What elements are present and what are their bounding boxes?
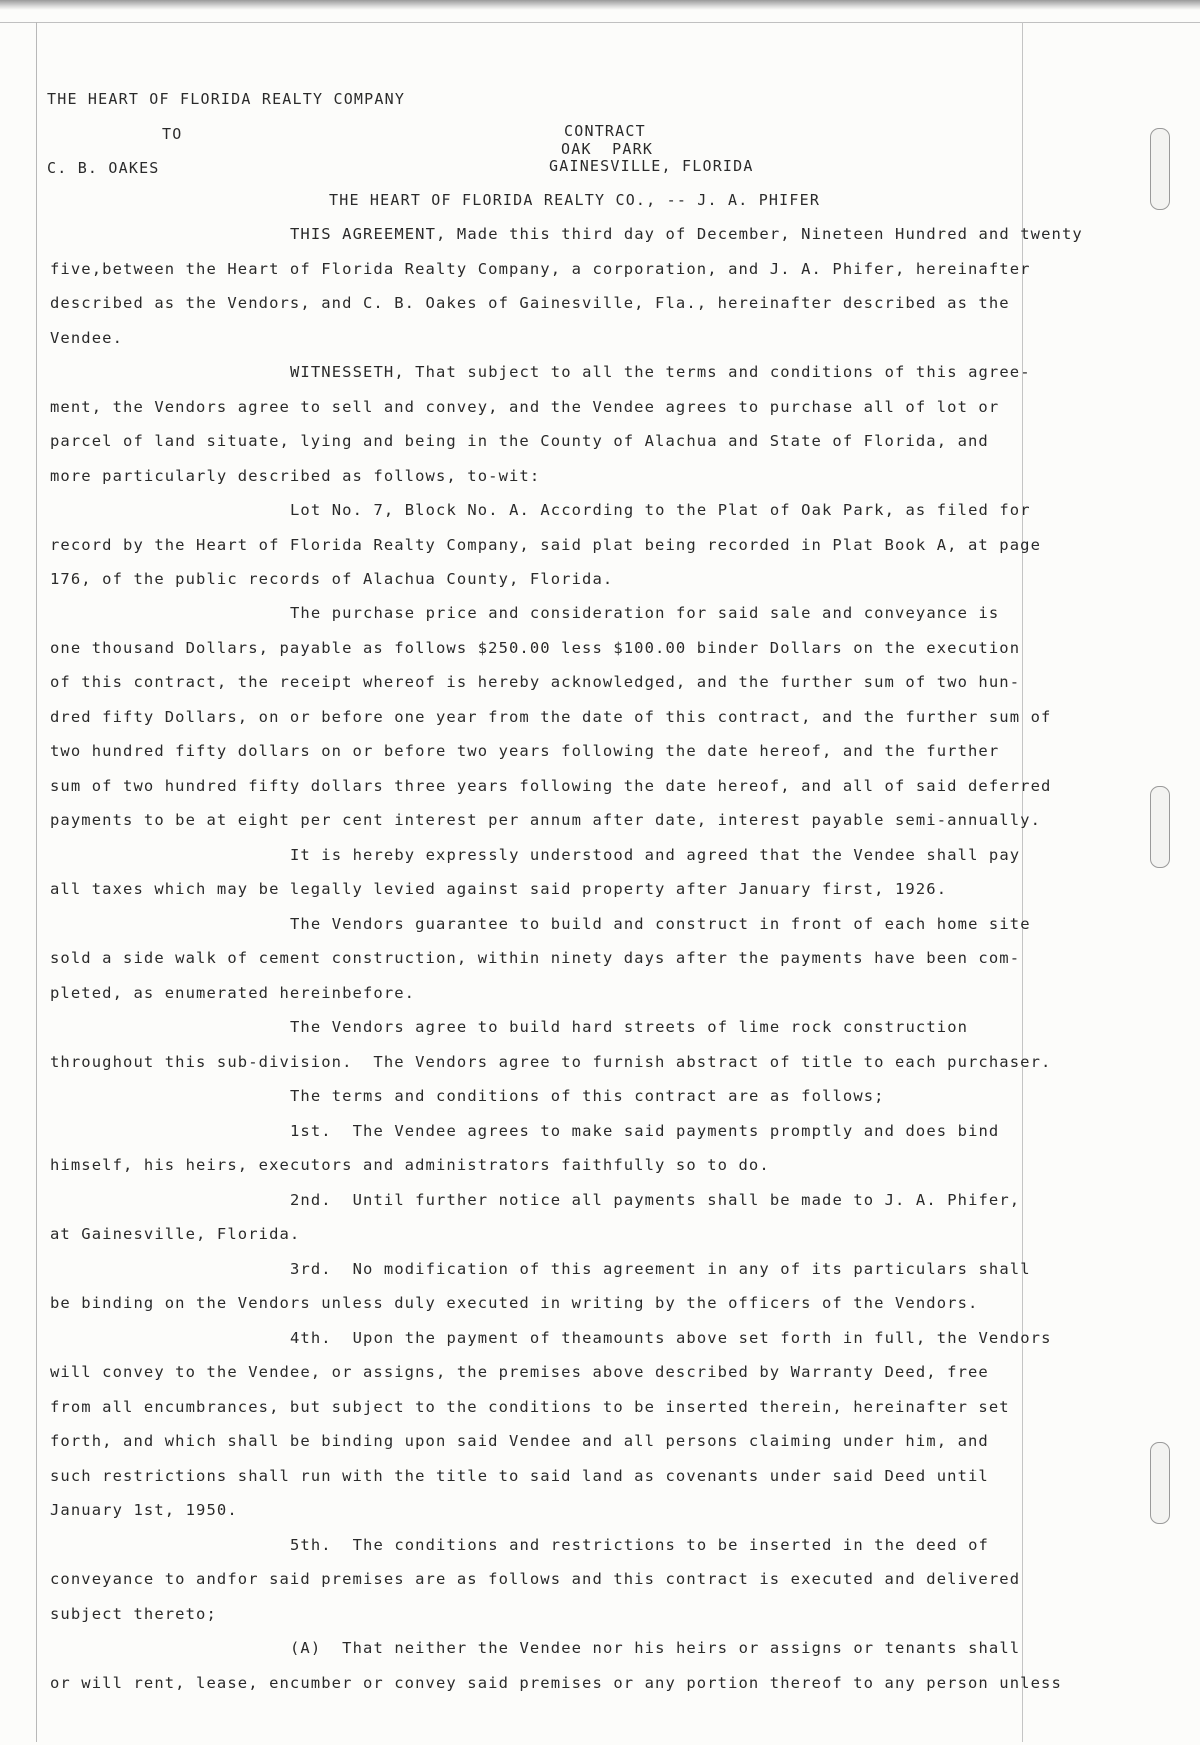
body-line: subject thereto; <box>50 1605 217 1623</box>
body-line: throughout this sub-division. The Vendors agree to furnish abstract of title to each purchaser. <box>50 1053 1052 1071</box>
scan-edge <box>0 0 1200 10</box>
body-line: two hundred fifty dollars on or before two years following the date hereof, and the further <box>50 742 1000 760</box>
body-line: such restrictions shall run with the title to said land as covenants under said Deed until <box>50 1467 989 1485</box>
body-line: January 1st, 1950. <box>50 1501 238 1519</box>
body-line: all taxes which may be legally levied against said property after January first, 1926. <box>50 880 948 898</box>
body-line: be binding on the Vendors unless duly executed in writing by the officers of the Vendors. <box>50 1294 979 1312</box>
document-type: CONTRACT <box>564 122 646 140</box>
to-word: TO <box>162 125 183 143</box>
body-line: record by the Heart of Florida Realty Company, said plat being recorded in Plat Book A, at page <box>50 536 1042 554</box>
body-line: The Vendors guarantee to build and construct in front of each home site <box>290 915 1031 933</box>
body-line: more particularly described as follows, to-wit: <box>50 467 541 485</box>
parties-line: THE HEART OF FLORIDA REALTY CO., -- J. A. PHIFER <box>329 191 821 209</box>
body-line: 2nd. Until further notice all payments shall be made to J. A. Phifer, <box>290 1191 1021 1209</box>
body-line: WITNESSETH, That subject to all the terms and conditions of this agree- <box>290 363 1031 381</box>
body-line: payments to be at eight per cent interest per annum after date, interest payable semi-annually. <box>50 811 1042 829</box>
body-line: The Vendors agree to build hard streets of lime rock construction <box>290 1018 969 1036</box>
body-line: Lot No. 7, Block No. A. According to the Plat of Oak Park, as filed for <box>290 501 1031 519</box>
body-line: from all encumbrances, but subject to the conditions to be inserted therein, hereinafter set <box>50 1398 1010 1416</box>
body-line: dred fifty Dollars, on or before one year from the date of this contract, and the further sum of <box>50 708 1052 726</box>
body-line: forth, and which shall be binding upon said Vendee and all persons claiming under him, and <box>50 1432 989 1450</box>
subdivision-name: OAK PARK <box>561 140 654 158</box>
body-line: 176, of the public records of Alachua County, Florida. <box>50 570 614 588</box>
top-rule <box>0 22 1200 23</box>
body-line: five,between the Heart of Florida Realty Company, a corporation, and J. A. Phifer, hereinafter <box>50 260 1031 278</box>
location: GAINESVILLE, FLORIDA <box>549 157 754 175</box>
body-line: at Gainesville, Florida. <box>50 1225 301 1243</box>
body-line: The purchase price and consideration for said sale and conveyance is <box>290 604 1000 622</box>
body-line: 3rd. No modification of this agreement in any of its particulars shall <box>290 1260 1031 1278</box>
to-party: C. B. OAKES <box>47 159 160 177</box>
body-line: (A) That neither the Vendee nor his heirs or assigns or tenants shall <box>290 1639 1021 1657</box>
body-line: described as the Vendors, and C. B. Oakes of Gainesville, Fla., hereinafter described as the <box>50 294 1010 312</box>
body-line: It is hereby expressly understood and agreed that the Vendee shall pay <box>290 846 1021 864</box>
body-line: Vendee. <box>50 329 124 347</box>
binder-hole <box>1150 128 1170 210</box>
body-line: or will rent, lease, encumber or convey said premises or any portion thereof to any person unless <box>50 1674 1062 1692</box>
body-line: conveyance to andfor said premises are as follows and this contract is executed and delivered <box>50 1570 1021 1588</box>
body-line: one thousand Dollars, payable as follows $250.00 less $100.00 binder Dollars on the execution <box>50 639 1021 657</box>
body-line: 1st. The Vendee agrees to make said payments promptly and does bind <box>290 1122 1000 1140</box>
from-party: THE HEART OF FLORIDA REALTY COMPANY <box>47 90 406 108</box>
body-line: will convey to the Vendee, or assigns, the premises above described by Warranty Deed, free <box>50 1363 989 1381</box>
binder-hole <box>1150 786 1170 868</box>
right-margin-rule <box>1022 22 1023 1742</box>
body-line: sold a side walk of cement construction, within ninety days after the payments have been com- <box>50 949 1021 967</box>
left-margin-rule <box>36 22 37 1742</box>
body-line: ment, the Vendors agree to sell and convey, and the Vendee agrees to purchase all of lot or <box>50 398 1000 416</box>
body-line: pleted, as enumerated hereinbefore. <box>50 984 416 1002</box>
body-line: 4th. Upon the payment of theamounts above set forth in full, the Vendors <box>290 1329 1052 1347</box>
body-line: THIS AGREEMENT, Made this third day of December, Nineteen Hundred and twenty <box>290 225 1083 243</box>
body-line: himself, his heirs, executors and administrators faithfully so to do. <box>50 1156 770 1174</box>
body-line: sum of two hundred fifty dollars three years following the date hereof, and all of said deferred <box>50 777 1052 795</box>
binder-hole <box>1150 1442 1170 1524</box>
body-line: of this contract, the receipt whereof is hereby acknowledged, and the further sum of two hun- <box>50 673 1021 691</box>
body-line: 5th. The conditions and restrictions to be inserted in the deed of <box>290 1536 989 1554</box>
body-line: parcel of land situate, lying and being in the County of Alachua and State of Florida, and <box>50 432 989 450</box>
body-line: The terms and conditions of this contract are as follows; <box>290 1087 885 1105</box>
